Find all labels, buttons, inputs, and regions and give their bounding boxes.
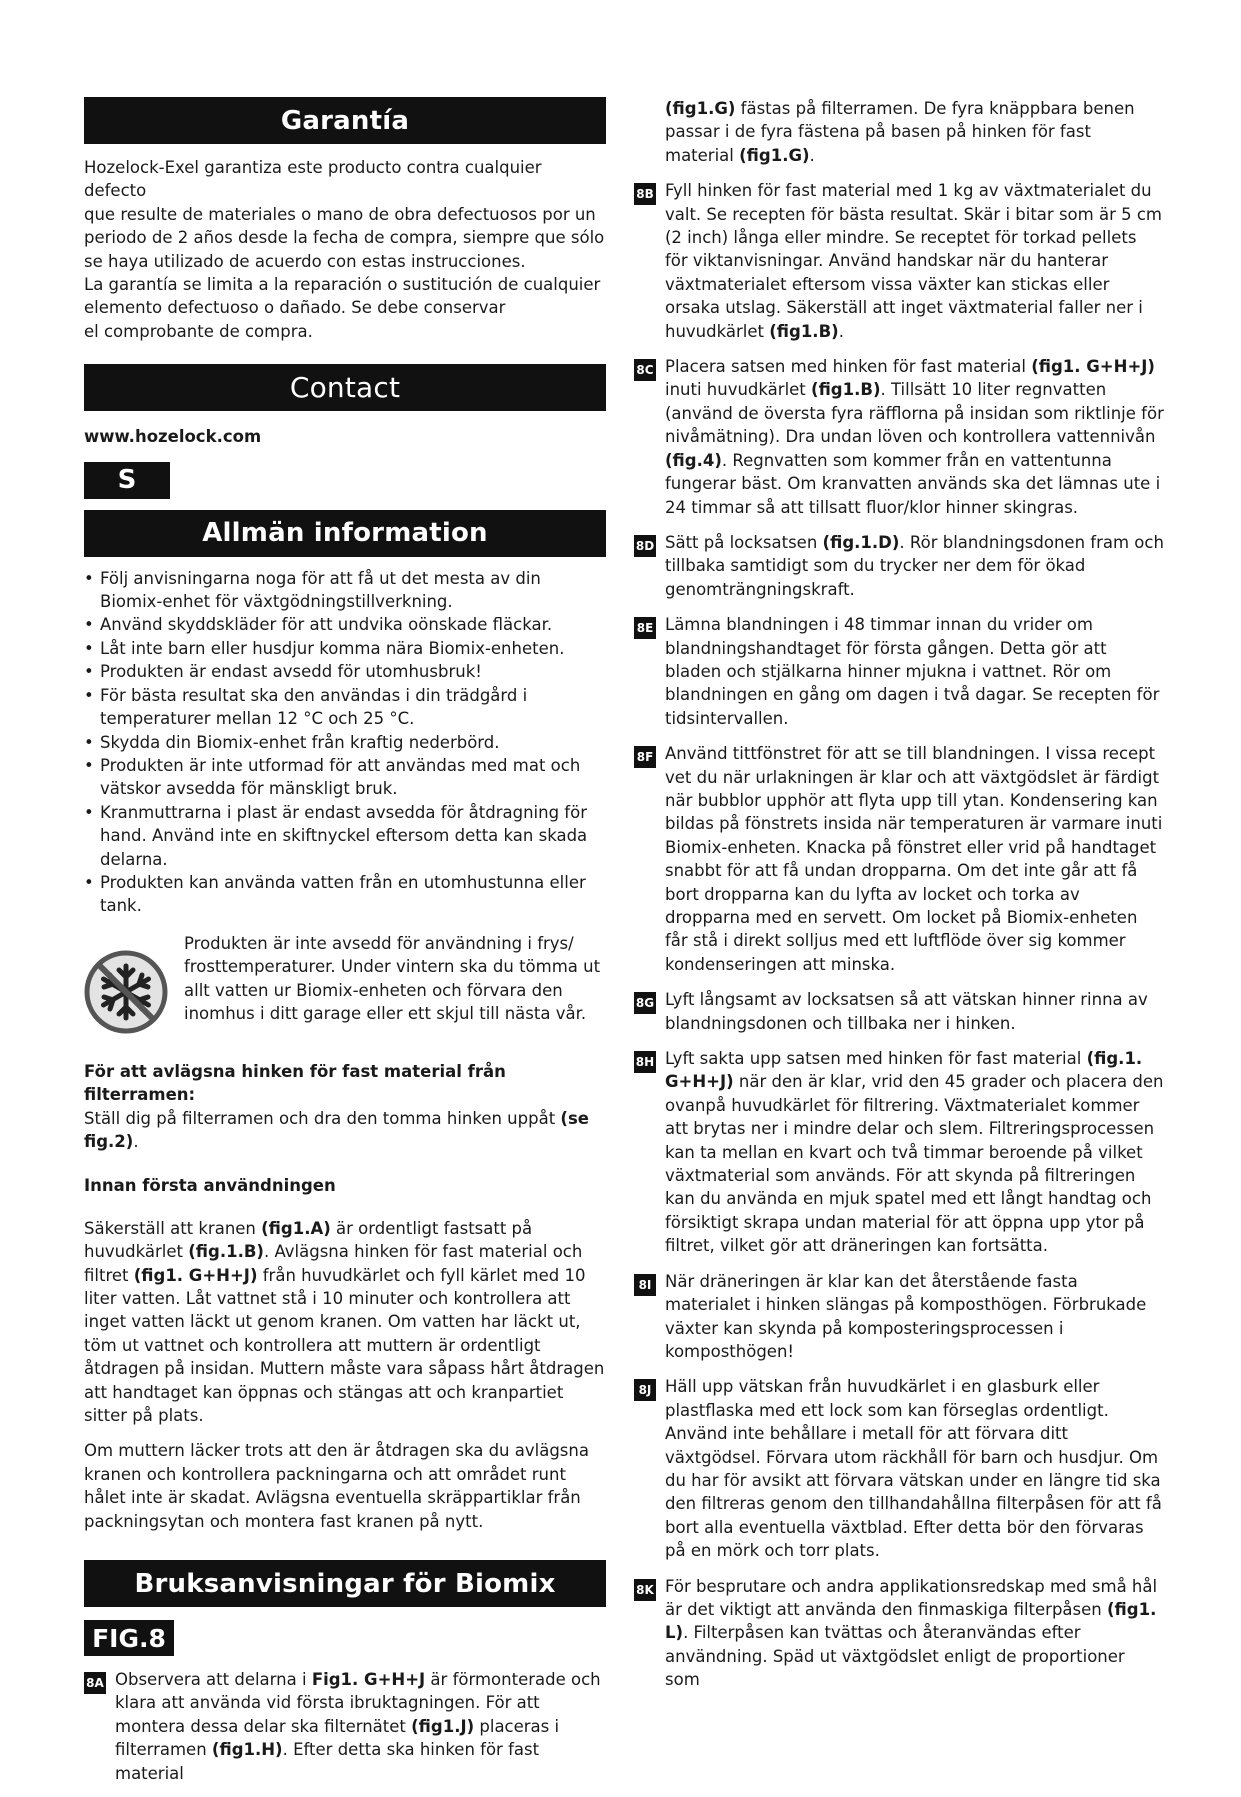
frost-text: Produkten är inte avsedd för användning i frys/ frosttemperaturer. Under vintern ska du tömma ut allt vatten ur Biomix-enheten och förvara den inomhus i ditt garage eller ett skjul till nästa vår. [184, 933, 601, 1023]
garantia-text [84, 156, 606, 343]
text-span: . Tillsätt 10 liter regnvatten (använd de översta fyra räfflorna på insidan som riktlinje för nivåmätning). Dra undan löven och kontrollera vattennivån [665, 380, 1164, 447]
step-text: När dräneringen är klar kan det återstående fasta materialet i hinken slängas på komposthögen. Förbrukade växter kan skynda på komposteringsprocessen i komposthögen! [665, 1271, 1147, 1361]
text-span: . [809, 145, 815, 165]
garantia-line: La garantía se limita a la reparación o sustitución de cualquier [84, 275, 601, 295]
fig-ref: (fig1.H) [211, 1740, 283, 1760]
text-span: Fyll hinken för fast material med 1 kg av växtmaterialet du valt. Se recepten för bästa resultat. Skär i bitar som är 5 cm (2 inch) långa eller mindre. Se receptet för torkad pellets för viktanvisningar. Använd handskar när du hanterar växtmaterialet eftersom vissa växter kan stickas eller orsaka utslag. Säkerställ att inget växtmaterial faller ner i huvudkärlet [665, 181, 1162, 341]
allman-header [84, 510, 606, 557]
garantia-line: se haya utilizado de acuerdo con estas instrucciones. [84, 251, 526, 271]
step-text [665, 531, 1164, 601]
step-text [665, 1575, 1164, 1692]
fig-ref: (fig1.B) [811, 380, 881, 400]
fig-ref: (fig1.B) [769, 321, 839, 341]
step-8c [634, 355, 1164, 519]
text-span: . Efter detta ska hinken för fast material [115, 1740, 540, 1783]
garantia-line: periodo de 2 años desde la fecha de compra, siempre que sólo [84, 228, 605, 248]
remove-bucket-section [84, 1060, 606, 1154]
fig-ref: (fig1.G) [739, 145, 810, 165]
step-8g [634, 988, 1164, 1035]
garantia-line: Hozelock-Exel garantiza este producto contra cualquier defecto [84, 158, 542, 201]
step-text [665, 355, 1164, 519]
text-span: . Rör blandningsdonen fram och tillbaka samtidigt som du trycker ner dem för ökad genomträngningskraft. [665, 532, 1164, 599]
fig-ref: (fig1.G) [665, 99, 736, 118]
contact-header [84, 364, 606, 411]
contact-title: Contact [289, 371, 401, 405]
fig-ref: (fig1. L) [665, 1599, 1157, 1643]
text-span: är ordentligt fastsatt på huvudkärlet [84, 1218, 533, 1262]
fig-ref: (fig.1. G+H+J) [665, 1049, 1143, 1092]
language-code: S [117, 465, 137, 496]
left-column [84, 97, 606, 1797]
text-span: . [838, 321, 844, 341]
text-span: Observera att delarna i [115, 1670, 312, 1690]
text-span: Lyft sakta upp satsen med hinken för fast material [665, 1049, 1087, 1069]
list-item: • Följ anvisningarna noga för att få ut det mesta av din Biomix-enhet för växtgödningstillverkning. [84, 567, 606, 614]
frost-warning [84, 932, 606, 1034]
first-use-section [84, 1174, 606, 1533]
text-span: . Avlägsna hinken för fast material och filtret [84, 1242, 583, 1285]
list-item: • Produkten är inte utformad för att användas med mat och vätskor avsedda för mänskligt bruk. [84, 754, 606, 801]
step-8d [634, 531, 1164, 601]
list-item: • Låt inte barn eller husdjur komma nära Biomix-enheten. [84, 637, 606, 660]
fig-ref: (fig1.J) [411, 1716, 475, 1736]
bruk-title: Bruksanvisningar för Biomix [134, 1568, 556, 1599]
step-8a-continued [665, 97, 1164, 167]
text-span: Ställ dig på filterramen och dra den tomma hinken uppåt [84, 1108, 561, 1128]
garantia-title: Garantía [280, 105, 410, 136]
text-span: inuti huvudkärlet [665, 380, 812, 400]
text-span: Sätt på locksatsen [665, 532, 823, 552]
step-text [665, 179, 1164, 343]
step-text [115, 1668, 606, 1785]
fig-ref: (fig1.A) [261, 1218, 331, 1238]
remove-text [84, 1107, 606, 1154]
list-item: • Kranmuttrarna i plast är endast avsedda för åtdragning för hand. Använd inte en skiftnyckel eftersom detta kan skada delarna. [84, 801, 606, 871]
fig-ref: (se fig.2) [84, 1108, 589, 1151]
garantia-line: el comprobante de compra. [84, 321, 313, 341]
step-tag: 8C [634, 359, 656, 381]
step-tag: 8I [634, 1274, 656, 1296]
step-8k [634, 1575, 1164, 1692]
right-column [634, 97, 1164, 1704]
step-tag: 8D [634, 535, 656, 557]
no-frost-icon [84, 950, 168, 1034]
list-item: • Använd skyddskläder för att undvika oönskade fläckar. [84, 613, 606, 636]
list-item: • För bästa resultat ska den användas i din trädgård i temperaturer mellan 12 °C och 25 °C. [84, 684, 606, 731]
step-8e [634, 613, 1164, 730]
list-item: • Produkten är endast avsedd för utomhusbruk! [84, 660, 606, 683]
text-span: . Regnvatten som kommer från en vattentunna fungerar bäst. Om kranvatten används ska det lämnas ute i 24 timmar så att tillsatt fluor/klor hinner skingras. [665, 450, 1161, 517]
step-text [665, 1047, 1164, 1258]
step-tag: 8F [634, 746, 656, 768]
step-text [665, 97, 1164, 167]
garantia-line: elemento defectuoso o dañado. Se debe conservar [84, 298, 506, 318]
step-tag: 8H [634, 1051, 656, 1073]
step-8b [634, 179, 1164, 343]
bruk-header [84, 1560, 606, 1607]
fig-ref: (fig1. G+H+J) [133, 1265, 258, 1285]
text-span: från huvudkärlet och fyll kärlet med 10 liter vatten. Låt vattnet stå i 10 minuter och kontrollera att inget vatten läckt ut genom kranen. Om vatten har läckt ut, töm ut vattnet och kontrollera att muttern är ordentligt åtdragen på insidan. Muttern måste vara såpass hårt åtdragen att handtaget kan öppnas och stängas att och kranpartiet sitter på plats. [84, 1265, 605, 1426]
text-span: fästas på filterramen. De fyra knäppbara benen passar i de fyra fästena på basen på hinken för fast material [665, 99, 1135, 165]
first-use-paragraph-2: Om muttern läcker trots att den är åtdragen ska du avlägsna kranen och kontrollera packningarna och att området runt hålet inte är skadat. Avlägsna eventuella skräppartiklar från packningsytan och montera fast kranen på nytt. [84, 1441, 589, 1531]
text-span: är förmonterade och klara att använda vid första ibruktagningen. För att montera dessa delar ska filternätet [115, 1670, 601, 1736]
step-8h [634, 1047, 1164, 1258]
remove-heading: För att avlägsna hinken för fast material från filterramen: [84, 1061, 506, 1105]
garantia-header [84, 97, 606, 144]
text-span: . Filterpåsen kan tvättas och återanvändas efter användning. Späd ut växtgödslet enligt de proportioner som [665, 1623, 1125, 1690]
language-badge [84, 462, 170, 499]
step-tag: 8B [634, 183, 656, 205]
allman-list [84, 567, 606, 918]
step-8j [634, 1375, 1164, 1562]
fig-ref: (fig.4) [665, 450, 722, 470]
step-8i [634, 1270, 1164, 1364]
list-item: • Produkten kan använda vatten från en utomhustunna eller tank. [84, 871, 606, 918]
fig-ref: (fig1. G+H+J) [1031, 357, 1155, 377]
step-tag: 8A [84, 1672, 106, 1694]
step-8f [634, 742, 1164, 976]
text-span: Placera satsen med hinken för fast material [665, 357, 1032, 377]
step-8a [84, 1668, 606, 1785]
text-span: . [133, 1131, 139, 1151]
fig-badge [84, 1620, 174, 1656]
allman-title: Allmän information [202, 518, 488, 549]
step-tag: 8K [634, 1579, 656, 1601]
step-tag: 8G [634, 992, 656, 1014]
text-span: För besprutare och andra applikationsredskap med små hål är det viktigt att använda den finmaskiga filterpåsen [665, 1576, 1158, 1619]
step-tag: 8E [634, 617, 656, 639]
text-span: när den är klar, vrid den 45 grader och placera den ovanpå huvudkärlet för filtrering. Växtmaterialet kommer att brytas ner i mindre delar och slem. Filtreringsprocessen kan ta mellan en kvart och två timmar beroende på vilket växtmaterial som används. För att skynda på filtreringen kan du använda en mjuk spatel med ett långt handtag och försiktigt skrapa undan material för att öppna upp ytor på filtret, vilket gör att dräneringen kan fortsätta. [665, 1072, 1164, 1256]
contact-url[interactable]: www.hozelock.com [84, 427, 262, 447]
garantia-line: que resulte de materiales o mano de obra defectuosos por un [84, 204, 596, 224]
step-tag: 8J [634, 1379, 656, 1401]
first-use-paragraph [84, 1217, 606, 1428]
step-text: Lyft långsamt av locksatsen så att vätskan hinner rinna av blandningsdonen och tillbaka ner i hinken. [665, 990, 1148, 1033]
first-use-heading: Innan första användningen [84, 1176, 336, 1196]
text-span: Säkerställ att kranen [84, 1218, 262, 1238]
step-text: Häll upp vätskan från huvudkärlet i en glasburk eller plastflaska med ett lock som kan förseglas ordentligt. Använd inte behållare i metall för att förvara ditt växtgödsel. Förvara utom räckhåll för barn och husdjur. Om du har för avsikt att förvara vätskan under en längre tid ska den filtreras genom den tillhandahållna filterpåsen för att få bort alla eventuella växtblad. Efter detta bör den förvaras på en mörk och torr plats. [665, 1377, 1162, 1561]
step-text: Lämna blandningen i 48 timmar innan du vrider om blandningshandtaget för första gången. Detta gör att bladen och stjälkarna hinner mjukna i vattnet. Rör om blandningen en gång om dagen i två dagar. Se recepten för tidsintervallen. [665, 615, 1160, 728]
fig-label: FIG.8 [92, 1623, 166, 1653]
fig-ref: Fig1. G+H+J [311, 1670, 426, 1690]
step-text: Använd tittfönstret för att se till blandningen. I vissa recept vet du när urlakningen är klar och att växtgödslet är färdigt när bubblor upphör att flyta upp till ytan. Kondensering kan bildas på fönstrets insida när temperaturen är varmare inuti Biomix-enheten. Knacka på fönstret eller vrid på handtaget snabbt för att få undan dropparna. Om det inte går att få bort dropparna kan du lyfta av locket och torka av dropparna med en servett. Om locket på Biomix-enheten får stå i direkt solljus med ett luftflöde över sig kommer kondenseringen att minska. [665, 744, 1163, 974]
fig-ref: (fig.1.D) [822, 532, 900, 552]
list-item: • Skydda din Biomix-enhet från kraftig nederbörd. [84, 731, 606, 754]
text-span: placeras i filterramen [115, 1716, 560, 1760]
fig-ref: (fig.1.B) [188, 1242, 264, 1262]
